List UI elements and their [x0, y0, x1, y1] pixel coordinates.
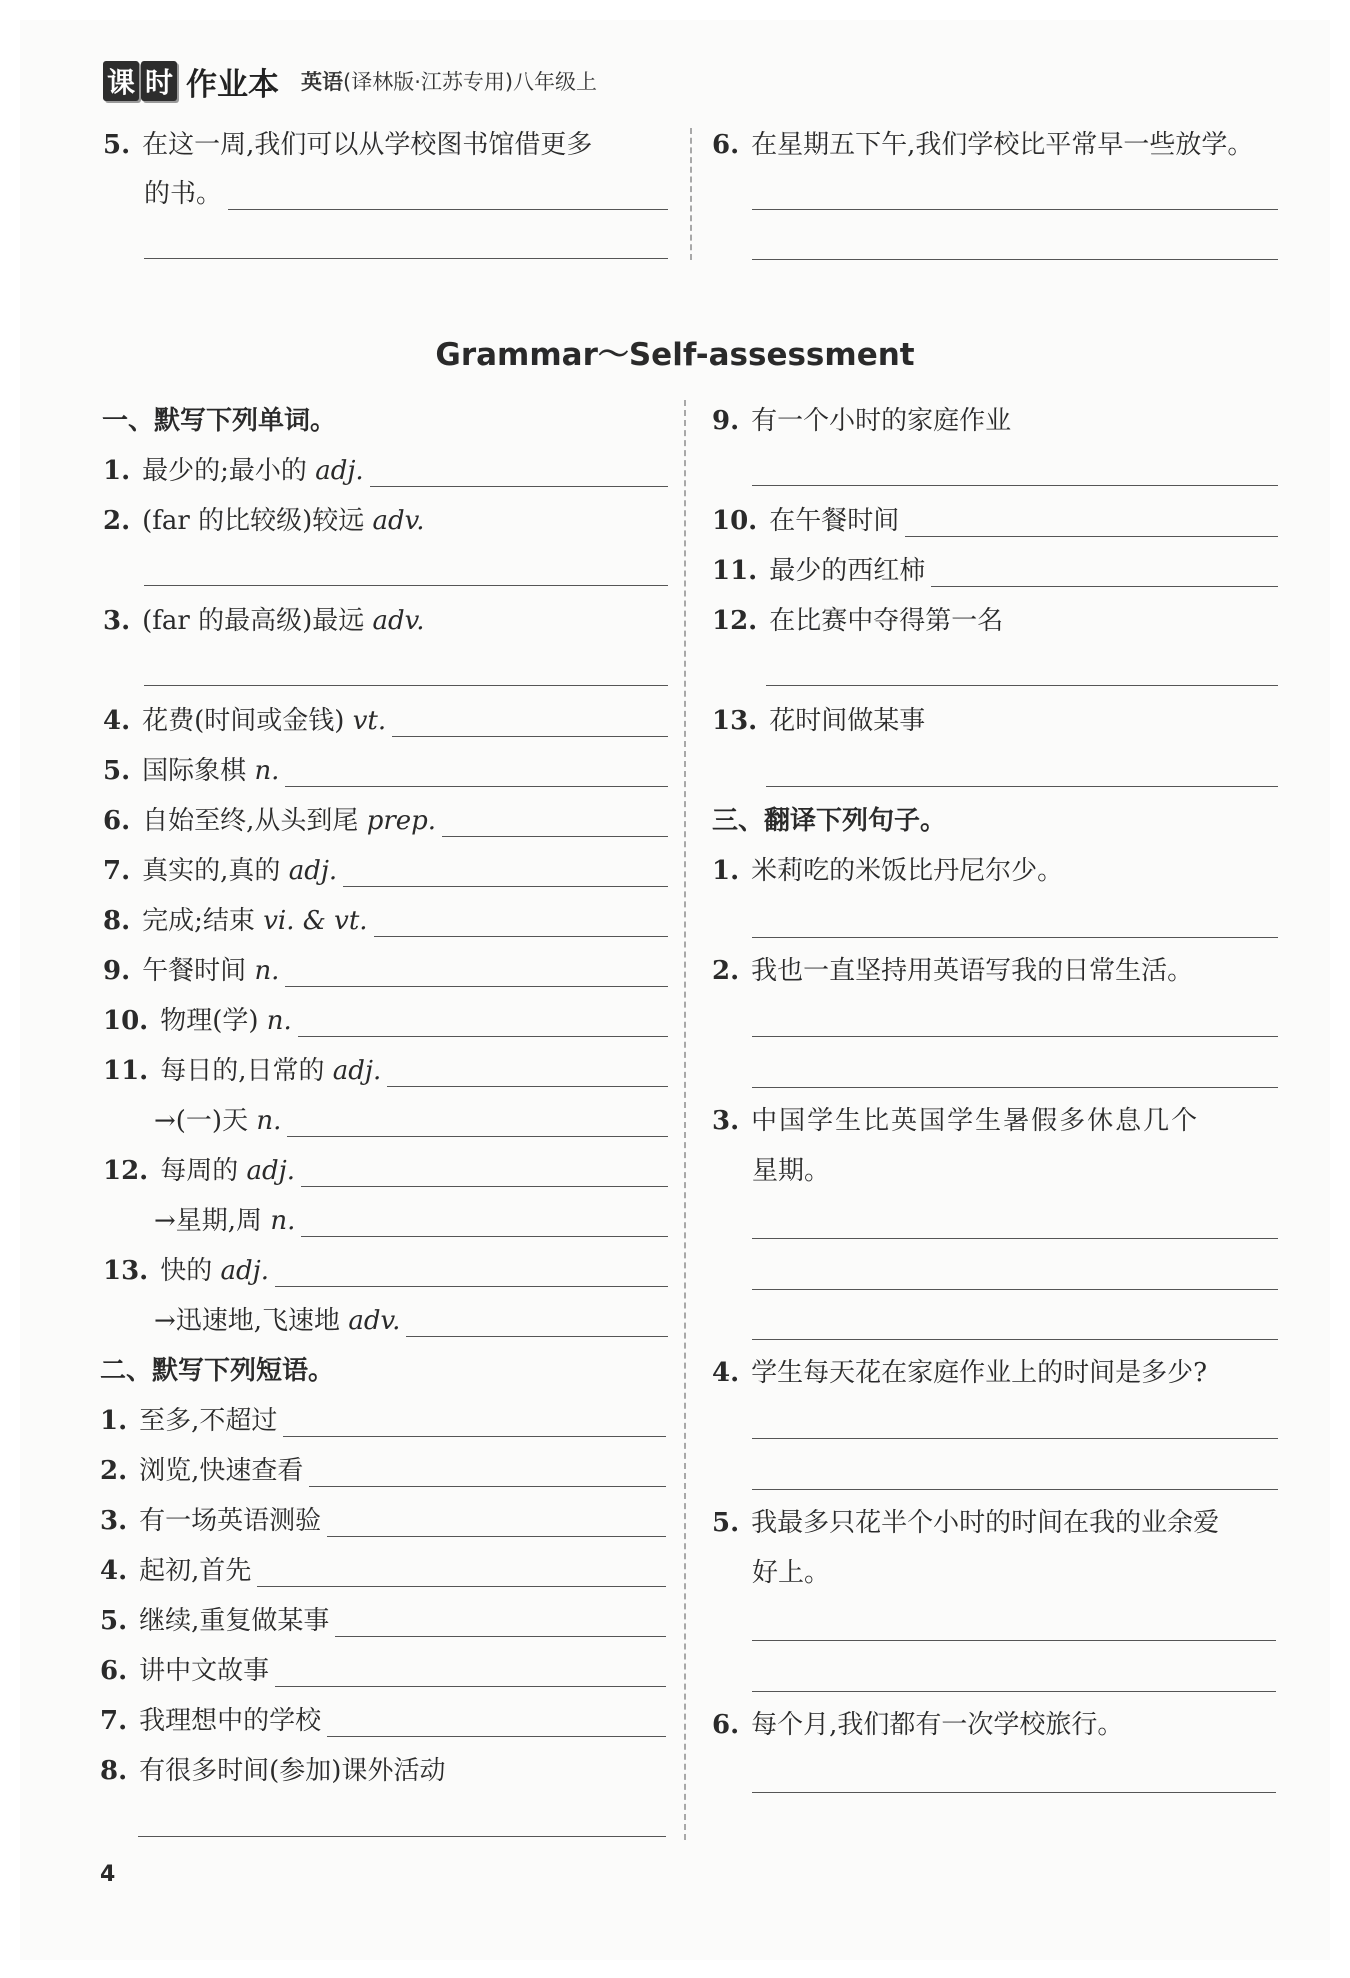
phrase-item-3 — [100, 1500, 666, 1537]
part-of-speech: adv. — [348, 1306, 401, 1336]
part-of-speech: adj. — [332, 1056, 382, 1086]
part-of-speech: n. — [270, 1206, 296, 1236]
item-text: →(一)天 — [154, 1106, 249, 1136]
answer-line[interactable] — [752, 937, 1278, 938]
answer-line[interactable] — [406, 1312, 668, 1337]
logo-char-2: 时 — [141, 61, 177, 101]
phrase-item-5 — [100, 1600, 666, 1637]
item-number: 5. — [712, 1508, 740, 1538]
part-of-speech: n. — [254, 956, 280, 986]
answer-line[interactable] — [752, 1087, 1278, 1088]
part-of-speech: prep. — [366, 806, 437, 836]
item-number: 6. — [100, 1656, 128, 1686]
answer-line[interactable] — [309, 1462, 666, 1487]
main-column-divider — [684, 400, 686, 1840]
answer-line[interactable] — [766, 786, 1278, 787]
subject-bold: 英语 — [301, 70, 343, 94]
answer-line[interactable] — [138, 1836, 666, 1837]
part-of-speech: adj. — [220, 1256, 269, 1286]
phrase-item-1 — [100, 1400, 666, 1437]
item-number: 12. — [712, 606, 758, 636]
answer-line[interactable] — [752, 1640, 1276, 1641]
part-of-speech: adj. — [246, 1156, 295, 1186]
item-number: 1. — [100, 1406, 128, 1436]
brand-logo — [103, 61, 177, 101]
phrase-item-8 — [100, 1750, 445, 1787]
item-text: (far 的比较级)较远 — [142, 506, 365, 536]
phrase-item-10 — [712, 500, 1278, 537]
answer-line[interactable] — [257, 1562, 666, 1587]
item-number: 5. — [103, 130, 131, 160]
subject-line — [301, 66, 597, 96]
item-text: →迅速地,飞速地 — [154, 1306, 341, 1336]
item-text: 我理想中的学校 — [139, 1706, 322, 1736]
item-number: 3. — [712, 1106, 740, 1136]
word-item-10 — [103, 1000, 668, 1037]
item-text: 每个月,我们都有一次学校旅行。 — [751, 1710, 1124, 1740]
item-number: 10. — [712, 506, 758, 536]
part-of-speech: adj. — [315, 456, 364, 486]
logo-char-1: 课 — [103, 61, 139, 101]
answer-line[interactable] — [370, 462, 668, 487]
item-number: 9. — [712, 406, 740, 436]
item-number: 2. — [100, 1456, 128, 1486]
item-text: 学生每天花在家庭作业上的时间是多少? — [751, 1358, 1208, 1388]
item-text: 在午餐时间 — [769, 506, 900, 536]
part-of-speech: vt. — [352, 706, 387, 736]
page-number: 4 — [100, 1862, 116, 1887]
part2-heading: 二、默写下列短语。 — [100, 1356, 335, 1386]
phrase-item-12 — [712, 600, 1003, 637]
item-text: 最少的;最小的 — [142, 456, 307, 486]
item-number: 5. — [100, 1606, 128, 1636]
sentence-item-5 — [712, 1502, 1219, 1539]
word-item-5 — [103, 750, 668, 787]
section-title: Grammar～Self-assessment — [435, 337, 915, 373]
item-number: 13. — [712, 706, 758, 736]
item-text: 物理(学) — [160, 1006, 259, 1036]
item-text: 星期。 — [752, 1156, 831, 1186]
item-text: 我最多只花半个小时的时间在我的业余爱 — [751, 1508, 1220, 1538]
item-text: 快的 — [160, 1256, 213, 1286]
item-text: 在这一周,我们可以从学校图书馆借更多 — [142, 130, 593, 160]
brand-name: 作业本 — [186, 66, 279, 103]
item-text: 讲中文故事 — [139, 1656, 270, 1686]
answer-line[interactable] — [301, 1212, 668, 1237]
answer-line[interactable] — [752, 1438, 1278, 1439]
answer-line[interactable] — [766, 685, 1278, 686]
answer-line[interactable] — [374, 912, 668, 937]
item-text: 真实的,真的 — [142, 856, 281, 886]
phrase-item-7 — [100, 1700, 666, 1737]
answer-line[interactable] — [752, 1691, 1276, 1692]
item-text: 中国学生比英国学生暑假多休息几个 — [751, 1106, 1200, 1136]
part1-heading: 一、默写下列单词。 — [102, 406, 337, 436]
answer-line[interactable] — [298, 1012, 668, 1037]
word-item-2 — [103, 500, 425, 537]
phrase-item-6 — [100, 1650, 666, 1687]
item-text: 有很多时间(参加)课外活动 — [139, 1756, 446, 1786]
item-text: 有一场英语测验 — [139, 1506, 322, 1536]
answer-line[interactable] — [228, 185, 668, 210]
answer-line[interactable] — [442, 812, 668, 837]
answer-line[interactable] — [752, 1489, 1278, 1490]
item-text: 完成;结束 — [142, 906, 255, 936]
item-text: 国际象棋 — [142, 756, 247, 786]
answer-line[interactable] — [327, 1712, 666, 1737]
part-of-speech: adv. — [372, 606, 425, 636]
item-number: 1. — [712, 856, 740, 886]
item-text: 每日的,日常的 — [160, 1056, 325, 1086]
part3-heading: 三、翻译下列句子。 — [712, 806, 947, 836]
phrase-item-9 — [712, 400, 1011, 437]
item-number: 8. — [103, 906, 131, 936]
answer-line[interactable] — [301, 1162, 668, 1187]
answer-line[interactable] — [285, 762, 668, 787]
item-number: 6. — [712, 130, 740, 160]
answer-line[interactable] — [905, 512, 1278, 537]
word-item-4 — [103, 700, 668, 737]
part-of-speech: n. — [266, 1006, 292, 1036]
item-text: 我也一直坚持用英语写我的日常生活。 — [751, 956, 1194, 986]
answer-line[interactable] — [343, 862, 668, 887]
phrase-item-11 — [712, 550, 1278, 587]
top-question-6 — [712, 124, 1253, 161]
item-number: 5. — [103, 756, 131, 786]
sentence-item-6 — [712, 1704, 1123, 1741]
item-text: 至多,不超过 — [139, 1406, 278, 1436]
answer-line[interactable] — [752, 1036, 1278, 1037]
answer-line[interactable] — [144, 258, 668, 259]
part-of-speech: adv. — [372, 506, 425, 536]
item-number: 6. — [712, 1710, 740, 1740]
answer-line[interactable] — [275, 1262, 668, 1287]
item-number: 3. — [103, 606, 131, 636]
answer-line[interactable] — [931, 562, 1278, 587]
item-text: (far 的最高级)最远 — [142, 606, 365, 636]
item-text: 午餐时间 — [142, 956, 247, 986]
word-item-8 — [103, 900, 668, 937]
phrase-item-4 — [100, 1550, 666, 1587]
sentence-item-1 — [712, 850, 1063, 887]
answer-line[interactable] — [144, 585, 668, 586]
item-number: 7. — [103, 856, 131, 886]
page-header — [103, 58, 597, 104]
sentence-item-5-line2 — [752, 1552, 830, 1589]
answer-line[interactable] — [327, 1512, 666, 1537]
item-number: 11. — [712, 556, 758, 586]
sentence-item-3 — [712, 1100, 1199, 1137]
item-number: 10. — [103, 1006, 149, 1036]
item-number: 13. — [103, 1256, 149, 1286]
word-item-12 — [103, 1150, 668, 1187]
item-number: 3. — [100, 1506, 128, 1536]
word-item-6 — [103, 800, 668, 837]
word-item-11 — [103, 1050, 668, 1087]
answer-line[interactable] — [144, 685, 668, 686]
sentence-item-4 — [712, 1352, 1207, 1389]
answer-line[interactable] — [283, 1412, 666, 1437]
answer-line[interactable] — [752, 485, 1278, 486]
answer-line[interactable] — [335, 1612, 666, 1637]
top-question-5-line2 — [144, 173, 668, 210]
part-of-speech: adj. — [288, 856, 338, 886]
phrase-item-13 — [712, 700, 925, 737]
phrase-item-2 — [100, 1450, 666, 1487]
answer-line[interactable] — [287, 1112, 668, 1137]
item-number: 12. — [103, 1156, 149, 1186]
word-item-13 — [103, 1250, 668, 1287]
sentence-item-3-line2 — [752, 1150, 830, 1187]
item-text: 在星期五下午,我们学校比平常早一些放学。 — [751, 130, 1254, 160]
word-item-9 — [103, 950, 668, 987]
item-text: 继续,重复做某事 — [139, 1606, 330, 1636]
item-text: 最少的西红柿 — [769, 556, 926, 586]
item-text: →星期,周 — [154, 1206, 263, 1236]
answer-line[interactable] — [387, 1062, 668, 1087]
item-number: 7. — [100, 1706, 128, 1736]
top-column-divider — [690, 128, 692, 260]
item-text: 有一个小时的家庭作业 — [751, 406, 1012, 436]
item-number: 8. — [100, 1756, 128, 1786]
answer-line[interactable] — [752, 1339, 1278, 1340]
top-question-5 — [103, 124, 592, 161]
answer-line[interactable] — [752, 259, 1278, 260]
item-number: 1. — [103, 456, 131, 486]
answer-line[interactable] — [752, 1792, 1276, 1793]
subject-rest: (译林版·江苏专用)八年级上 — [343, 70, 598, 94]
answer-line[interactable] — [752, 1289, 1278, 1290]
item-number: 4. — [103, 706, 131, 736]
word-item-11-derived — [154, 1100, 668, 1137]
item-text: 好上。 — [752, 1558, 831, 1588]
answer-line[interactable] — [275, 1662, 666, 1687]
item-number: 9. — [103, 956, 131, 986]
item-number: 4. — [712, 1358, 740, 1388]
item-text: 在比赛中夺得第一名 — [769, 606, 1004, 636]
item-text: 米莉吃的米饭比丹尼尔少。 — [751, 856, 1064, 886]
word-item-12-derived — [154, 1200, 668, 1237]
answer-line[interactable] — [752, 1238, 1278, 1239]
item-number: 11. — [103, 1056, 149, 1086]
item-number: 4. — [100, 1556, 128, 1586]
word-item-1 — [103, 450, 668, 487]
answer-line[interactable] — [285, 962, 668, 987]
item-text: 起初,首先 — [139, 1556, 252, 1586]
item-text: 花费(时间或金钱) — [142, 706, 345, 736]
word-item-7 — [103, 850, 668, 887]
item-text: 浏览,快速查看 — [139, 1456, 304, 1486]
item-number: 6. — [103, 806, 131, 836]
part-of-speech: n. — [256, 1106, 282, 1136]
item-text: 花时间做某事 — [769, 706, 926, 736]
part-of-speech: n. — [254, 756, 280, 786]
item-text: 每周的 — [160, 1156, 239, 1186]
word-item-3 — [103, 600, 425, 637]
answer-line[interactable] — [752, 209, 1278, 210]
answer-line[interactable] — [392, 712, 668, 737]
item-text: 自始至终,从头到尾 — [142, 806, 359, 836]
item-text: 的书。 — [144, 179, 223, 209]
item-number: 2. — [103, 506, 131, 536]
part-of-speech: vi. & vt. — [263, 906, 368, 936]
sentence-item-2 — [712, 950, 1193, 987]
word-item-13-derived — [154, 1300, 668, 1337]
item-number: 2. — [712, 956, 740, 986]
